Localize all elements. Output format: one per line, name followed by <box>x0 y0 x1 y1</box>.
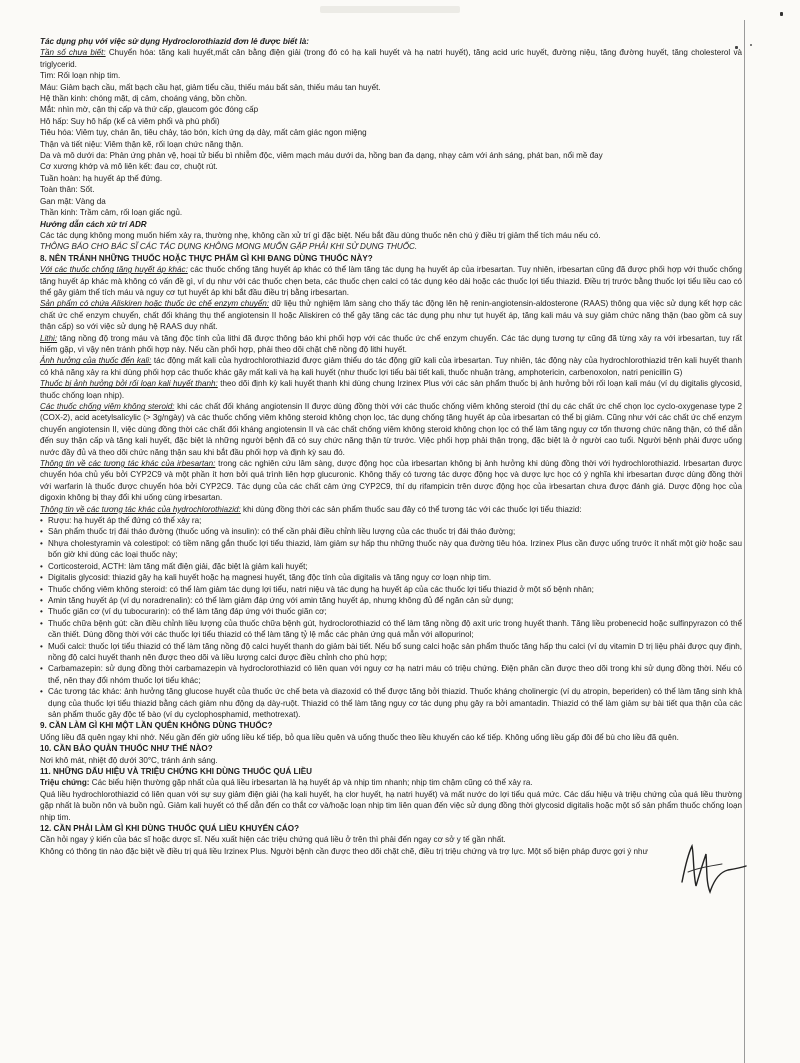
interaction-text: dữ liệu thử nghiệm lâm sàng cho thấy tác động lên hệ renin-angiotensin-aldosterone (RAAS) thông qua việc sử dụng kết hợp các chất ức chế enzym chuyển, chất đối kháng thụ thể angiotensin II hoặc Aliskiren có thể gây tăng các tác dụng phụ như tụt huyết áp, tăng kali máu và suy giảm chức năng thận (bao gồm cả suy thận cấp) so với việc sử dụng hệ RAAS duy nhất. <box>40 299 742 332</box>
effect-line: Da và mô dưới da: Phản ứng phản vệ, hoại tử biểu bì nhiễm độc, viêm mạch máu dưới da, hồng ban đa dạng, nhạy cảm với ánh sáng, phát ban, nổi mề đay <box>40 151 603 161</box>
list-item: • Thuốc chống viêm không steroid: có thể làm giảm tác dụng lợi tiểu, natri niệu và tác dụng hạ huyết áp của các thuốc lợi tiểu thiazid ở một số bệnh nhân; <box>40 584 742 595</box>
interaction-paragraph <box>40 378 742 401</box>
section-12-text: Không có thông tin nào đặc biệt về điều trị quá liều Irzinex Plus. Người bệnh cần được theo dõi chặt chẽ, điều trị triệu chứng và trợ lực. Một số biện pháp được gợi ý như <box>40 846 648 856</box>
interaction-text: tác động mất kali của hydrochlorothiazid được giảm thiểu do tác động giữ kali của irbesartan. Tuy nhiên, tác động này của hydrochlorothiazid trên kali huyết thanh có khả năng xảy ra khi dùng phối hợp các thuốc khác gây mất kali và hạ kali huyết (như thuốc lợi tiểu bài tiết kali, thuốc nhuận tràng, amphotericin, carbenoxolon, natri penicillin G) <box>40 356 743 377</box>
effect-line: Hệ thần kinh: chóng mặt, dị cảm, choáng váng, bồn chồn. <box>40 94 247 104</box>
frequency-text: Chuyển hóa: tăng kali huyết,mất cân bằng điện giải (trong đó có hạ kali huyết và hạ natri huyết), tăng acid uric huyết, đường niệu, tăng đường huyết, tăng cholesterol và triglycerid. <box>40 48 742 69</box>
list-item: • Sản phẩm thuốc trị đái tháo đường (thuốc uống và insulin): có thể cần phải điều chỉnh liều lượng của các thuốc trị đái tháo đường; <box>40 526 742 537</box>
symptoms-label: Triệu chứng: <box>40 778 90 788</box>
effect-line: Mắt: nhìn mờ, cận thị cấp và thứ cấp, glaucom góc đóng cấp <box>40 105 259 115</box>
symptoms-text: Các biểu hiện thường gặp nhất của quá liều irbesartan là hạ huyết áp và nhịp tim nhanh; nhịp tim chậm cũng có thể xảy ra. <box>89 778 533 788</box>
interaction-label: Sản phẩm có chứa Aliskiren hoặc thuốc ức chế enzym chuyển: <box>40 299 270 309</box>
thiazide-interaction-list <box>40 515 742 720</box>
adr-text: Các tác dụng không mong muốn hiếm xảy ra, thường nhẹ, không cần xử trí gì đặc biệt. Nếu bắt đầu dùng thuốc nên chú ý điều trị giảm thể tích máu nếu có. <box>40 230 601 240</box>
effect-line: Cơ xương khớp và mô liên kết: đau cơ, chuột rút. <box>40 162 218 172</box>
interaction-label: Lithi: <box>40 333 58 343</box>
interaction-label: Các thuốc chống viêm không steroid: <box>40 402 175 411</box>
section-11-heading: 11. NHỮNG DẤU HIỆU VÀ TRIỆU CHỨNG KHI DÙNG THUỐC QUÁ LIỀU <box>40 767 312 776</box>
side-effects-heading: Tác dụng phụ với việc sử dụng Hydroclorothiazid đơn lẻ được biết là: <box>40 37 309 46</box>
section-8-heading: 8. NÊN TRÁNH NHỮNG THUỐC HOẶC THỰC PHẨM GÌ KHI ĐANG DÙNG THUỐC NÀY? <box>40 253 373 263</box>
frequency-label: Tần số chưa biết: <box>40 48 106 58</box>
list-item: • Muối calci: thuốc lợi tiểu thiazid có thể làm tăng nồng độ calci huyết thanh do giảm bài tiết. Nếu bổ sung calci hoặc sản phẩm thuốc tăng hấp thu calci (ví dụ vitamin D trị liệu phải được quy định, nồng độ calci huyết thanh nên được theo dõi và liều lượng calci được điều chỉnh cho phù hợp; <box>40 641 742 664</box>
interaction-text: khi các chất đối kháng angiotensin II được dùng đồng thời với các thuốc chống viêm không steroid (thí dụ các chất ức chế chọn lọc cyclo-oxygenase type 2 (COX-2), acid acetylsalicylic (> 3g/ngày) và các thuốc chống viêm không steroid không chọn lọc, tác dụng chống tăng huyết áp của irbesartan có thể bị giảm. Cũng như với các chất ức chế enzym chuyển angiotensin II, việc dùng đồng thời các chất đối kháng angiotensin II và các chất chống viêm không steroid không chọn lọc có thể làm tăng nguy cơ tổn thương chức năng thận, có thể dẫn đến suy thận cấp và tăng kali huyết, đặc biệt là những người bệnh đã có suy chức năng thận từ trước. Việc phối hợp phải thận trọng, đặc biệt là ở người cao tuổi. Người bệnh phải được uống nước đầy đủ và theo dõi chức năng thận sau khi bắt đầu phối hợp và định kỳ sau đó. <box>40 402 743 457</box>
page-edge-line <box>744 20 745 1063</box>
interaction-label: Thông tin về các tương tác khác của hydrochlorothiazid: <box>40 504 241 514</box>
interaction-text: các thuốc chống tăng huyết áp khác có thể làm tăng tác dụng hạ huyết áp của irbesartan. Tuy nhiên, irbesartan cũng đã được phối hợp với thuốc chống tăng huyết áp khác mà không có vấn đề gì, ví dụ như với các thuốc chẹn beta, các thuốc chẹn calci có tác dụng kéo dài hoặc các thuốc lợi tiểu thiazid. Điều trị trước bằng thuốc lợi tiểu liều cao có thể gây giảm thể tích máu và nguy cơ tụt huyết áp khi bắt đầu điều trị bằng irbesartan. <box>40 265 742 297</box>
adr-notice: THÔNG BÁO CHO BÁC SĨ CÁC TÁC DỤNG KHÔNG MONG MUỐN GẶP PHẢI KHI SỬ DỤNG THUỐC. <box>40 242 418 252</box>
section-10-heading: 10. CẦN BẢO QUẢN THUỐC NHƯ THẾ NÀO? <box>40 744 213 754</box>
list-item: • Thuốc giãn cơ (ví dụ tubocurarin): có thể làm tăng đáp ứng với thuốc giãn cơ; <box>40 606 742 617</box>
frequency-paragraph <box>40 47 742 70</box>
effect-line: Hô hấp: Suy hô hấp (kể cả viêm phổi và phù phổi) <box>40 116 220 126</box>
section-10-text: Nơi khô mát, nhiệt độ dưới 30°C, tránh ánh sáng. <box>40 755 218 765</box>
interaction-label: Ảnh hưởng của thuốc đến kali: <box>40 356 152 366</box>
list-item: • Digitalis glycosid: thiazid gây hạ kali huyết hoặc hạ magnesi huyết, tăng độc tính của digitalis và tăng nguy cơ loạn nhịp tim. <box>40 572 742 583</box>
effect-line: Thần kinh: Trầm cảm, rối loạn giấc ngủ. <box>40 208 183 218</box>
effect-line: Máu: Giảm bạch cầu, mất bạch cầu hạt, giảm tiểu cầu, thiếu máu bất sản, thiếu máu tan huyết. <box>40 82 381 92</box>
list-item: • Rượu: hạ huyết áp thế đứng có thể xảy ra; <box>40 515 742 526</box>
effect-line: Tiêu hóa: Viêm tụy, chán ăn, tiêu chảy, táo bón, kích ứng dạ dày, mất cảm giác ngon miệng <box>40 128 367 138</box>
scan-speck <box>750 44 752 46</box>
adr-heading: Hướng dẫn cách xử trí ADR <box>40 219 147 229</box>
interaction-text: trong các nghiên cứu lâm sàng, dược động học của irbesartan không bị ảnh hưởng khi dùng đồng thời với hydrochlorothiazid. Irbesartan được chuyển hóa chủ yếu bởi CYP2C9 và một phần ít hơn bởi quá trình liên hợp glucuronic. Không thấy có tương tác dược động học và dược lực học có ý nghĩa khi irbesartan được dùng đồng thời với warfarin là thuốc được chuyển hóa bởi CYP2C9. Tác dụng của các chất cảm ứng CYP2C9, thí dụ rifampicin trên dược động học của irbesartan chưa được đánh giá. Dược động học của digoxin không bị thay đổi khi uống cùng irbesartan. <box>40 459 742 503</box>
list-item: • Các tương tác khác: ảnh hưởng tăng glucose huyết của thuốc ức chế beta và diazoxid có thể được tăng bởi thiazid. Thuốc kháng cholinergic (ví dụ atropin, beperiden) có thể làm tăng sinh khả dụng của thuốc lợi tiểu thiazid bằng cách giảm nhu động dạ dày-ruột. Thiazid có thể làm tăng nguy cơ tác dụng phụ gây ra bởi amantadin. Thiazid có thể làm giảm sự bài tiết qua thận của các sản phẩm thuốc gây độc tế bào (ví dụ cyclophosphamid, methotrexat). <box>40 686 742 720</box>
section-11-text: Quá liều hydrochlorothiazid có liên quan với sự suy giảm điện giải (hạ kali huyết, hạ clor huyết, hạ natri huyết) và mất nước do lợi tiểu quá mức. Các dấu hiệu và triệu chứng của quá liều thường gặp nhất là buồn nôn và buồn ngủ. Giảm kali huyết có thể dẫn đến co thắt cơ và/hoặc loạn nhịp tim liên quan đến việc sử dụng đồng thời glycosid digitalis hoặc một số sản phẩm thuốc chống loạn nhịp tim. <box>40 789 742 822</box>
leaflet-body <box>40 36 742 857</box>
interaction-text: theo dõi định kỳ kali huyết thanh khi dùng chung Irzinex Plus với các sản phẩm thuốc bị ảnh hưởng bởi rối loạn kali máu (ví dụ digitalis glycosid, thuốc chống loạn nhịp). <box>40 379 742 400</box>
list-item: • Carbamazepin: sử dụng đồng thời carbamazepin và hydroclorothiazid có liên quan với nguy cơ hạ natri máu có triệu chứng. Điện phân cần được theo dõi trong khi sử dụng đồng thời. Nếu có thể, nên thay đổi nhóm thuốc lợi tiểu khác; <box>40 663 742 686</box>
interaction-paragraph <box>40 333 742 356</box>
handwritten-signature <box>676 842 748 900</box>
section-12-text: Cần hỏi ngay ý kiến của bác sĩ hoặc dược sĩ. Nếu xuất hiện các triệu chứng quá liều ở trên thì phải đến ngay cơ sở y tế gần nhất. <box>40 835 506 845</box>
interaction-paragraph <box>40 298 742 332</box>
list-item: • Nhựa cholestyramin và colestipol: có tiềm năng gắn thuốc lợi tiểu thiazid, làm giảm sự hấp thu những thuốc này qua đường tiêu hóa. Irzinex Plus cần được uống trước ít nhất một giờ hoặc sau bốn giờ khi dùng các loại thuốc này; <box>40 538 742 561</box>
effect-line: Tim: Rối loạn nhịp tim. <box>40 71 121 81</box>
list-item: • Amin tăng huyết áp (ví dụ noradrenalin): có thể làm giảm đáp ứng với amin tăng huyết áp, nhưng không đủ để ngăn cản sử dụng; <box>40 595 742 606</box>
faded-header-mark <box>320 6 460 13</box>
list-item: • Corticosteroid, ACTH: làm tăng mất điện giải, đặc biệt là giảm kali huyết; <box>40 561 742 572</box>
interaction-text: tăng nồng độ trong máu và tăng độc tính của lithi đã được thông báo khi phối hợp với các thuốc ức chế enzym chuyển. Các tác dụng tương tự cũng đã từng xảy ra với irbesartan, tuy rất hiếm gặp, vì vậy nên tránh phối hợp này. Nếu cần phối hợp, phải theo dõi chặt chẽ nồng độ lithi huyết. <box>40 333 742 354</box>
effect-line: Thận và tiết niệu: Viêm thận kẽ, rối loạn chức năng thận. <box>40 139 244 149</box>
interaction-paragraph <box>40 355 742 378</box>
effect-line: Tuần hoàn: hạ huyết áp thế đứng. <box>40 173 163 183</box>
effect-line: Toàn thân: Sốt. <box>40 185 95 195</box>
interaction-paragraph <box>40 504 742 515</box>
interaction-paragraph <box>40 458 742 504</box>
section-9-heading: 9. CẦN LÀM GÌ KHI MỘT LẦN QUÊN KHÔNG DÙNG THUỐC? <box>40 721 273 731</box>
effect-line: Gan mật: Vàng da <box>40 196 106 206</box>
interaction-paragraph <box>40 401 742 458</box>
section-12-heading: 12. CẦN PHẢI LÀM GÌ KHI DÙNG THUỐC QUÁ LIỀU KHUYẾN CÁO? <box>40 824 300 834</box>
list-item: • Thuốc chữa bệnh gút: cần điều chỉnh liều lượng của thuốc chữa bệnh gút, hydroclorothiazid có thể làm tăng nồng độ axit uric trong huyết thanh. Tăng liều probenecid hoặc sulfinpyrazon có thể cần thiết. Dùng đồng thời với các thuốc lợi tiểu thiazid có thể làm tăng tỷ lệ mắc các phản ứng quá mẫn với allopurinol; <box>40 618 742 641</box>
interaction-paragraph <box>40 264 742 298</box>
interaction-label: Thuốc bị ảnh hưởng bởi rối loạn kali huyết thanh: <box>40 379 218 389</box>
section-9-text: Uống liều đã quên ngay khi nhớ. Nếu gần đến giờ uống liều kế tiếp, bỏ qua liều quên và uống thuốc theo liều khuyến cáo kế tiếp. Không uống liều gấp đôi để bù cho liều đã quên. <box>40 732 679 742</box>
scan-speck <box>780 12 783 16</box>
interaction-label: Với các thuốc chống tăng huyết áp khác: <box>40 265 188 275</box>
interaction-label: Thông tin về các tương tác khác của irbesartan: <box>40 459 216 469</box>
interaction-text: khi dùng đồng thời các sản phẩm thuốc sau đây có thể tương tác với các thuốc lợi tiểu thiazid: <box>240 504 582 514</box>
section-11-symptoms <box>40 777 742 788</box>
